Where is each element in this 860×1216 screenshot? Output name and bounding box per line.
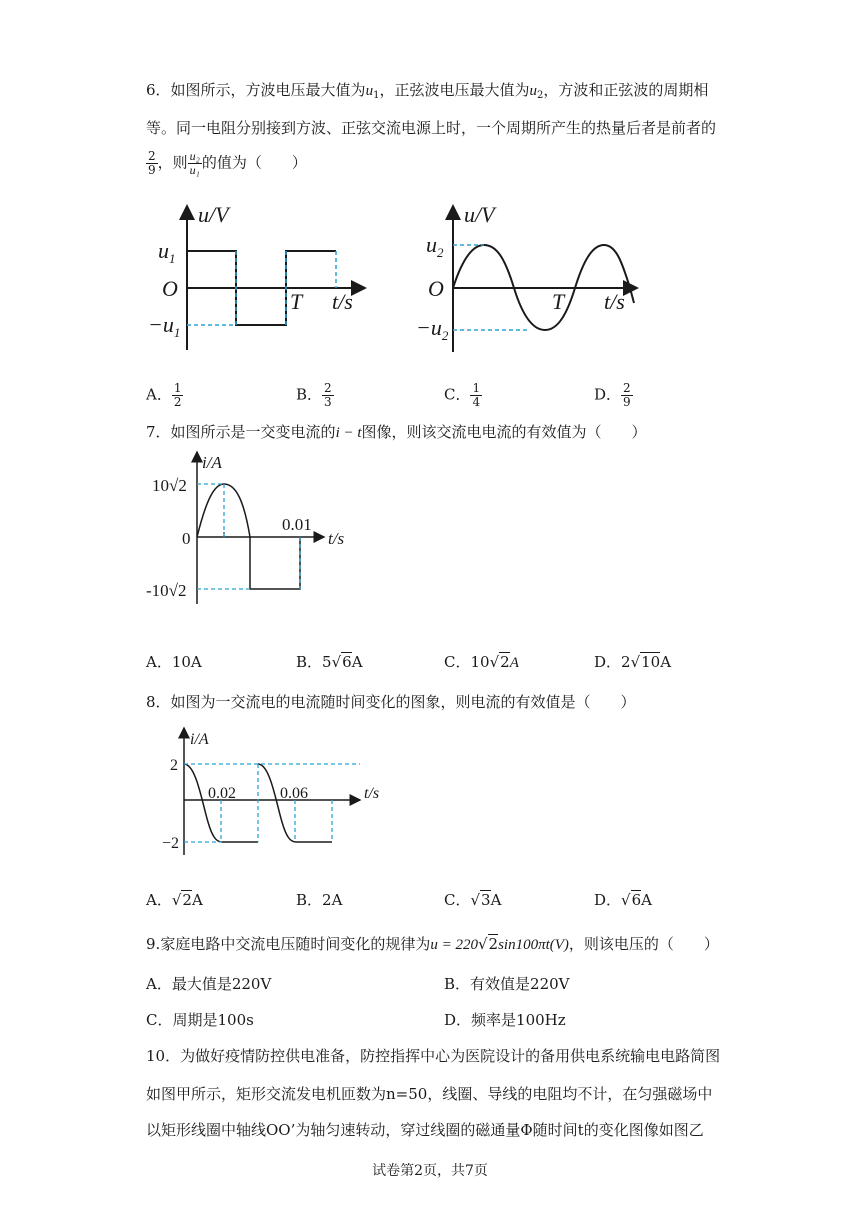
u1-label: $u_1$ [158, 238, 176, 266]
svg-text:0.06: 0.06 [280, 785, 308, 802]
svg-text:t/s: t/s [604, 289, 625, 314]
q10-line1: 10．为做好疫情防控供电准备，防控指挥中心为医院设计的备用供电系统输电电路简图 [146, 1047, 721, 1065]
q9-option-d[interactable]: D．频率是100Hz [444, 1011, 566, 1029]
svg-text:i/A: i/A [202, 453, 222, 472]
svg-text:T: T [552, 289, 565, 314]
svg-text:0.02: 0.02 [208, 785, 236, 802]
q9-stem: 9.家庭电路中交流电压随时间变化的规律为u = 220√2sin100πt(V)，则该电压的（ ） [146, 935, 719, 953]
svg-text:O: O [428, 276, 444, 301]
svg-text:2: 2 [170, 757, 178, 774]
q7-stem: 7．如图所示是一交变电流的i − t图像，则该交流电电流的有效值为（ ） [146, 423, 647, 441]
q6-line3: $\frac{2}{9}$ ，则 $\frac{\text{u₂}}{\text{u₁}}$ 的值为（ ） [148, 149, 307, 177]
T-label: T [290, 289, 303, 314]
svg-text:0: 0 [182, 529, 191, 548]
q6-line2: 等。同一电阻分别接到方波、正弦交流电源上时，一个周期所产生的热量后者是前者的 [146, 119, 717, 137]
ratio-u2-u1: $\frac{\text{u₂}}{\text{u₁}}$ [189, 149, 200, 177]
q7-option-d[interactable]: D．2√10A [594, 653, 672, 671]
sine-wave-figure [412, 200, 642, 355]
q9-option-b[interactable]: B．有效值是220V [444, 975, 570, 993]
q9-option-a[interactable]: A．最大值是220V [146, 975, 272, 993]
q6-option-c[interactable]: C． $\frac{1}{4}$ [444, 381, 481, 409]
q9-option-c[interactable]: C．周期是100s [146, 1011, 254, 1029]
q8-option-d[interactable]: D．√6A [594, 891, 652, 909]
q10-line3: 以矩形线圈中轴线OO’为轴匀速转动，穿过线圈的磁通量Φ随时间t的变化图像如图乙 [146, 1121, 704, 1139]
square-wave-figure [140, 200, 370, 350]
q6-option-a[interactable]: A． $\frac{1}{2}$ [146, 381, 182, 409]
q7-option-b[interactable]: B．5√6A [296, 653, 363, 671]
origin-label: O [162, 276, 178, 301]
q8-option-b[interactable]: B．2A [296, 891, 343, 909]
q6-option-d[interactable]: D． $\frac{2}{9}$ [594, 381, 631, 409]
svg-text:t/s: t/s [364, 785, 380, 802]
svg-text:-10√2: -10√2 [146, 581, 187, 600]
svg-text:u/V: u/V [464, 202, 495, 227]
svg-text:−u2: $-u_2$ [416, 315, 449, 343]
q8-stem: 8．如图为一交流电的电流随时间变化的图象，则电流的有效值是（ ） [146, 693, 636, 711]
q6-line1: 6．如图所示，方波电压最大值为$u_1$，正弦波电压最大值为$u_2$，方波和正弦波的周期相 [146, 81, 709, 101]
neg-u1-label: $-u_1$ [148, 312, 181, 340]
half-sine-figure [146, 446, 366, 606]
page-footer: 试卷第2页，共7页 [372, 1163, 488, 1179]
svg-text:10√2: 10√2 [152, 476, 187, 495]
q6-option-b[interactable]: B． $\frac{2}{3}$ [296, 381, 332, 409]
q10-line2: 如图甲所示，矩形交流发电机匝数为n=50，线圈、导线的电阻均不计，在匀强磁场中 [146, 1085, 713, 1103]
svg-text:i/A: i/A [190, 731, 209, 748]
q7-option-a[interactable]: A．10A [146, 653, 202, 671]
q8-option-a[interactable]: A．√2A [146, 891, 203, 909]
svg-text:−2: −2 [162, 835, 180, 852]
svg-text:0.01: 0.01 [282, 515, 312, 534]
negative-pulse [250, 537, 300, 589]
q8-option-c[interactable]: C．√3A [444, 891, 502, 909]
svg-text:t/s: t/s [328, 529, 345, 548]
svg-text:u2: $u_2$ [426, 232, 444, 260]
fraction-2-9: $\frac{2}{9}$ [148, 149, 156, 177]
t-label: t/s [332, 289, 353, 314]
y-label: u/V [198, 202, 229, 227]
cos-pulse-figure [160, 722, 390, 857]
q7-option-c[interactable]: C．10√2A [444, 653, 519, 671]
